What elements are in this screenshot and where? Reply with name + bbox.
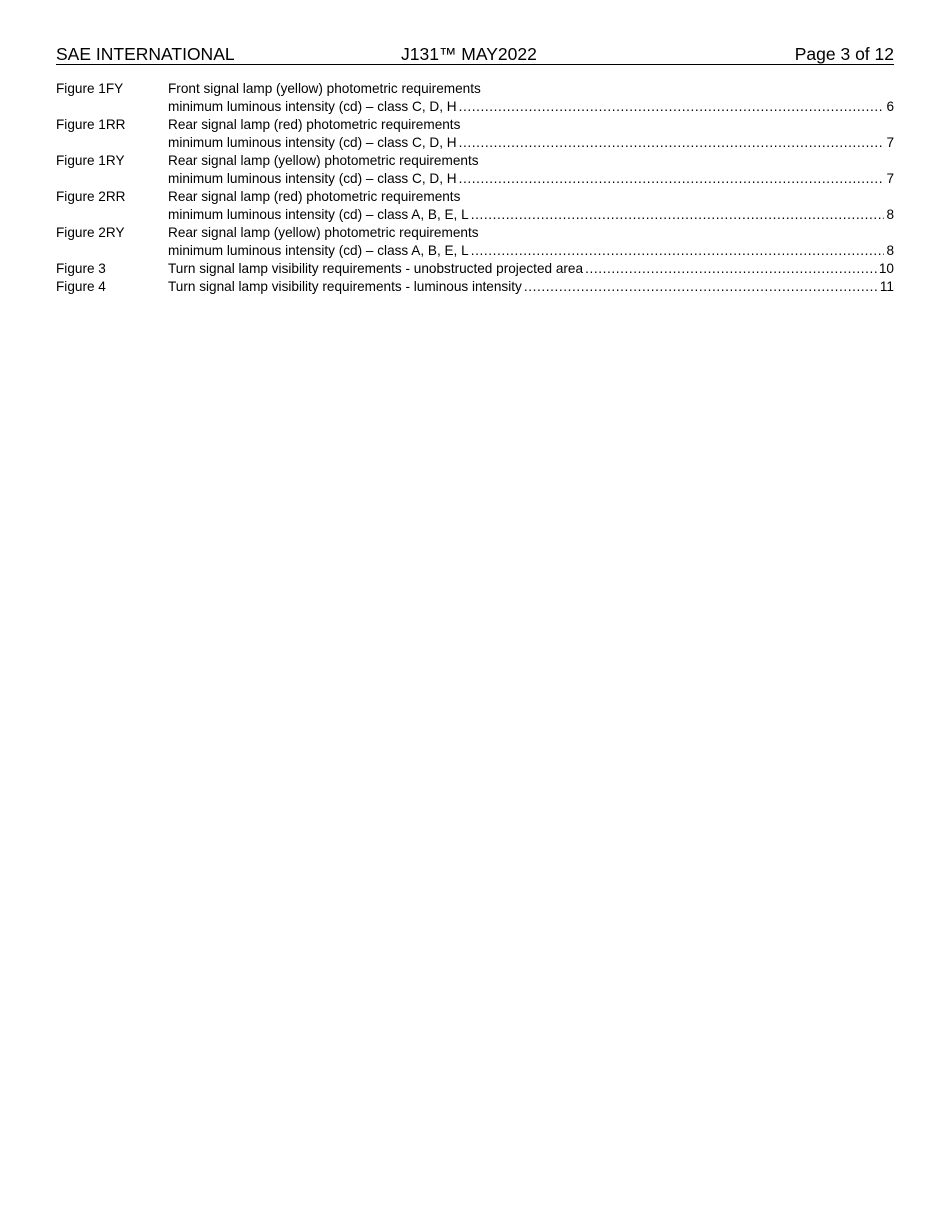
header-page-number: Page 3 of 12	[794, 44, 894, 64]
figure-page-number: 8	[886, 207, 894, 222]
figure-title-line1: Rear signal lamp (red) photometric requirements	[168, 117, 461, 132]
dot-leader	[585, 260, 877, 278]
dot-leader	[524, 278, 878, 296]
figure-page-number: 8	[886, 243, 894, 258]
figure-page-number: 7	[886, 135, 894, 150]
figure-title-line2: minimum luminous intensity (cd) – class C, D, H	[168, 135, 457, 150]
figure-label: Figure 3	[56, 261, 106, 276]
header-organization: SAE INTERNATIONAL	[56, 44, 235, 64]
figure-label: Figure 1RY	[56, 153, 125, 168]
figure-title: Turn signal lamp visibility requirements - luminous intensity	[168, 279, 522, 294]
figure-entry-1rr[interactable]	[56, 116, 894, 152]
figure-title-line2: minimum luminous intensity (cd) – class C, D, H	[168, 171, 457, 186]
figure-entry-3[interactable]	[56, 260, 894, 278]
dot-leader	[471, 242, 885, 260]
figure-page-number: 7	[886, 171, 894, 186]
figure-title-line2: minimum luminous intensity (cd) – class A, B, E, L	[168, 243, 469, 258]
figure-title-line2: minimum luminous intensity (cd) – class C, D, H	[168, 99, 457, 114]
list-of-figures	[56, 80, 894, 296]
figure-label: Figure 1RR	[56, 117, 126, 132]
page-header	[56, 44, 894, 65]
header-document-id: J131™ MAY2022	[401, 44, 537, 64]
figure-title: Turn signal lamp visibility requirements - unobstructed projected area	[168, 261, 584, 276]
dot-leader	[471, 206, 885, 224]
dot-leader	[459, 98, 885, 116]
figure-label: Figure 2RY	[56, 225, 125, 240]
figure-entry-1ry[interactable]	[56, 152, 894, 188]
figure-title-line1: Rear signal lamp (red) photometric requirements	[168, 189, 461, 204]
dot-leader	[459, 134, 885, 152]
figure-entry-2rr[interactable]	[56, 188, 894, 224]
figure-label: Figure 2RR	[56, 189, 126, 204]
figure-title-line2: minimum luminous intensity (cd) – class A, B, E, L	[168, 207, 469, 222]
figure-entry-1fy[interactable]	[56, 80, 894, 116]
figure-entry-2ry[interactable]	[56, 224, 894, 260]
figure-title-line1: Front signal lamp (yellow) photometric requirements	[168, 81, 481, 96]
figure-title-line1: Rear signal lamp (yellow) photometric requirements	[168, 225, 479, 240]
figure-title-line1: Rear signal lamp (yellow) photometric requirements	[168, 153, 479, 168]
figure-page-number: 10	[878, 261, 894, 276]
dot-leader	[459, 170, 885, 188]
figure-label: Figure 1FY	[56, 81, 124, 96]
figure-page-number: 6	[886, 99, 894, 114]
figure-label: Figure 4	[56, 279, 106, 294]
figure-page-number: 11	[879, 279, 894, 294]
figure-entry-4[interactable]	[56, 278, 894, 296]
